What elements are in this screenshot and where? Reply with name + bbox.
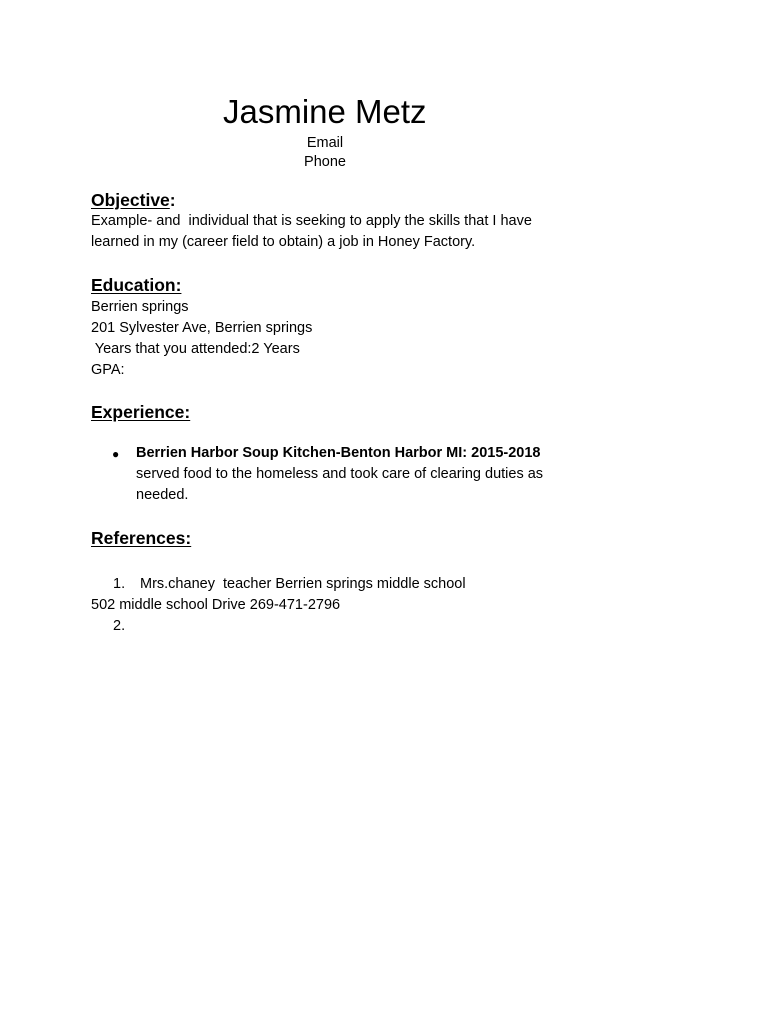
experience-heading-label: Experience: xyxy=(91,402,191,422)
references-heading-label: References: xyxy=(91,528,192,548)
reference-1-number: 1. xyxy=(113,576,126,592)
education-heading xyxy=(91,274,181,296)
objective-line-2: learned in my (career field to obtain) a job in Honey Factory. xyxy=(91,234,476,250)
resume-name: Jasmine Metz xyxy=(223,93,427,130)
objective-heading-label: Objective xyxy=(91,190,170,210)
reference-1-text: Mrs.chaney teacher Berrien springs middle school xyxy=(140,576,466,592)
education-line-years: Years that you attended:2 Years xyxy=(91,341,300,357)
experience-item-title: Berrien Harbor Soup Kitchen-Benton Harbor MI: 2015-2018 xyxy=(136,445,541,461)
reference-2-number: 2. xyxy=(113,618,126,634)
experience-heading xyxy=(91,401,190,423)
bullet-icon: ● xyxy=(112,447,120,461)
education-line-school: Berrien springs xyxy=(91,299,189,315)
objective-line-1: Example- and individual that is seeking to apply the skills that I have xyxy=(91,213,532,229)
experience-item-description-line-2: needed. xyxy=(136,487,189,503)
reference-1-continuation: 502 middle school Drive 269-471-2796 xyxy=(91,597,341,613)
objective-heading-colon: : xyxy=(169,190,176,210)
contact-phone: Phone xyxy=(304,154,346,170)
education-heading-label: Education: xyxy=(91,275,182,295)
references-heading xyxy=(91,527,191,549)
education-line-address: 201 Sylvester Ave, Berrien springs xyxy=(91,320,313,336)
contact-email: Email xyxy=(306,135,344,151)
objective-heading xyxy=(91,189,176,211)
experience-item-description-line-1: served food to the homeless and took care of clearing duties as xyxy=(136,466,544,482)
education-line-gpa: GPA: xyxy=(91,362,125,378)
